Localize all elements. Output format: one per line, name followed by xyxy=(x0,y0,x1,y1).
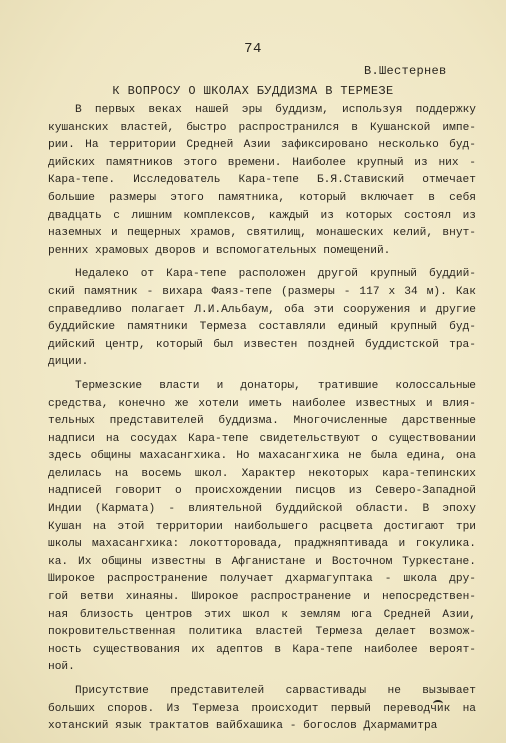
text-line: кушанских властей, быстро распространился в Кушанской импе- xyxy=(48,121,476,134)
author-name: В.Шестернев xyxy=(364,64,447,78)
text-line: делилась на восемь школ. Характер некоторых кара-тепинских xyxy=(48,467,476,480)
text-line: надписей говорит о происхождении писцов из Северо-Западной xyxy=(48,485,476,498)
paragraph xyxy=(48,102,476,260)
article-title: К ВОПРОСУ О ШКОЛАХ БУДДИЗМА В ТЕРМЕЗЕ xyxy=(112,84,394,98)
text-line: здесь общины махасангхика. Но махасангхика не была едина, она xyxy=(48,450,476,463)
text-line: тельных представителей буддизма. Многочисленные дарственные xyxy=(48,415,476,428)
text-line: Недалеко от Кара-тепе расположен другой крупный буддий- xyxy=(75,268,476,281)
text-line: В первых веках нашей эры буддизм, используя поддержку xyxy=(75,104,476,116)
text-line: ренних храмовых дворов и вспомогательных помещений. xyxy=(48,244,391,257)
paragraph xyxy=(48,683,476,736)
text-line: Кара-тепе. Исследователь Кара-тепе Б.Я.Ставиский отмечает xyxy=(48,174,476,187)
paragraph xyxy=(48,266,476,372)
text-line: дийских памятников этого времени. Наиболее крупный из них - xyxy=(48,156,476,169)
page-number: 74 xyxy=(244,41,262,57)
text-line: ность существования их адептов в Кара-тепе наиболее вероят- xyxy=(48,643,476,656)
text-line: справедливо полагает Л.И.Альбаум, оба эти сооружения и другие xyxy=(48,303,476,316)
text-line: Индии (Кармата) - влиятельной буддийской области. В эпоху xyxy=(48,503,476,516)
text-line: ский памятник - вихара Фаяз-тепе (размеры - 117 х 34 м). Как xyxy=(48,285,476,298)
text-line: гой ветви хинаяны. Широкое распространение и непосредствен- xyxy=(48,591,476,604)
text-line: Присутствие представителей сарвастивады не вызывает xyxy=(75,685,476,697)
text-line: ка. Их общины известны в Афганистане и Восточном Туркестане. xyxy=(48,555,476,568)
text-line: рии. На территории Средней Азии зафиксировано несколько буд- xyxy=(48,139,476,152)
ink-mark xyxy=(433,700,443,707)
text-line: школы махасангхика: локотторовада, праджняптивада и гокулика. xyxy=(48,538,476,551)
text-line: покровительственная политика властей Термеза делает возмож- xyxy=(48,626,476,639)
text-line: Кушан на этой территории наибольшего расцвета достигают три xyxy=(48,520,476,533)
text-line: ной. xyxy=(48,661,75,674)
text-line: двадцать с лишним комплексов, каждый из которых состоял из xyxy=(48,209,476,222)
paragraph xyxy=(48,378,476,677)
text-line: Широкое распространение получает дхармагуптака - школа дру- xyxy=(48,573,476,586)
text-line: ная близость центров этих школ к землям юга Средней Азии, xyxy=(48,608,476,621)
text-line: наземных и пещерных храмов, святилищ, монашеских келий, внут- xyxy=(48,227,476,240)
text-line: диции. xyxy=(48,356,89,369)
text-line: буддийские памятники Термеза составляли единый крупный буд- xyxy=(48,321,476,334)
text-line: больших споров. Из Термеза происходит первый переводчик на xyxy=(48,702,476,715)
text-line: хотанский язык трактатов вайбхашика - богослов Дхармамитра xyxy=(48,720,438,733)
text-line: большие размеры этого памятника, который включает в себя xyxy=(48,191,476,204)
article-body xyxy=(48,102,476,736)
text-line: средства, конечно же хотели иметь наиболее известных и влия- xyxy=(48,397,476,410)
text-line: надписи на сосудах Кара-тепе свидетельствуют о существовании xyxy=(48,432,476,445)
text-line: дийский центр, который был известен поздней буддистской тра- xyxy=(48,338,476,351)
text-line: Термезские власти и донаторы, тратившие колоссальные xyxy=(75,379,476,392)
